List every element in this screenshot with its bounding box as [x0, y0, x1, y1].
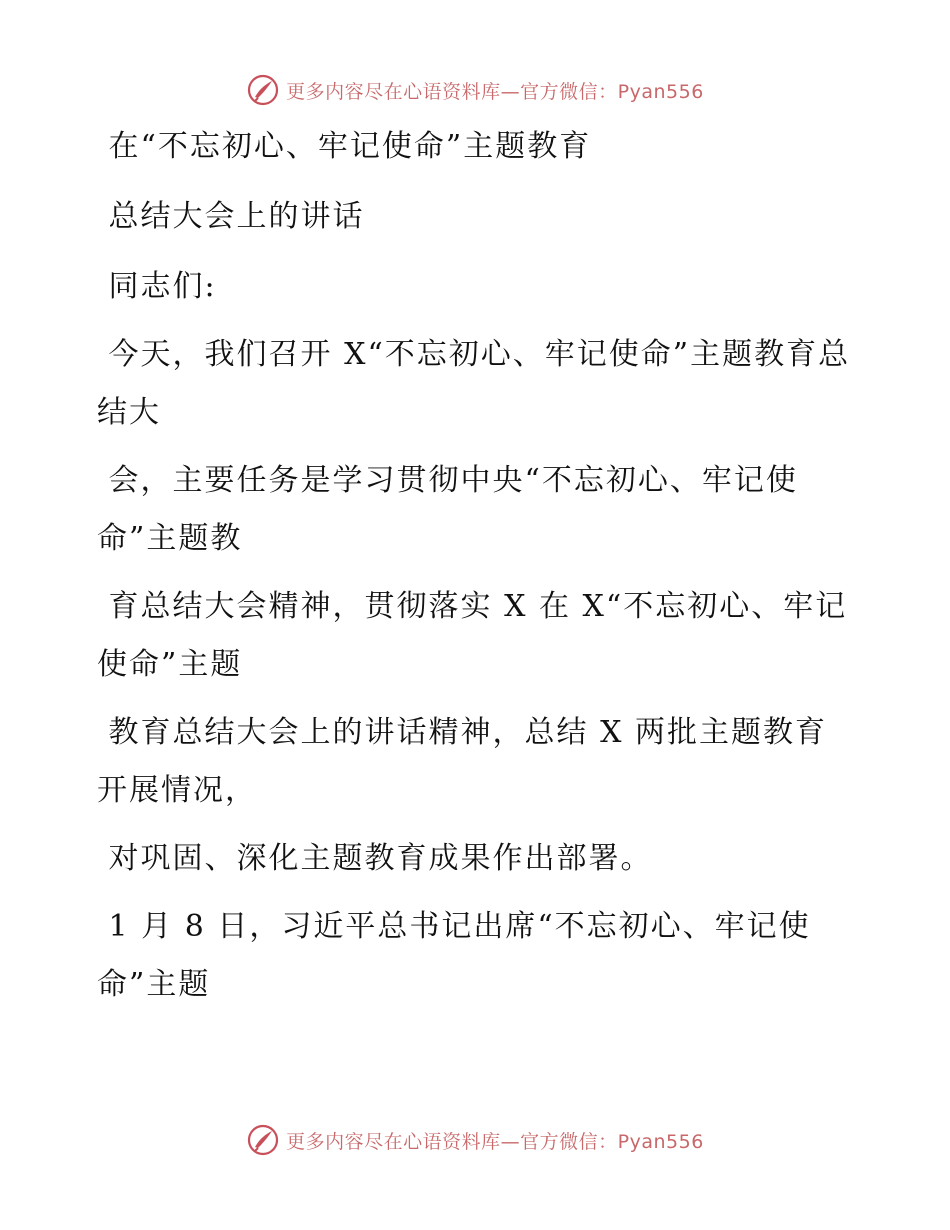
watermark-text: 更多内容尽在心语资料库—官方微信：Pyan556 — [286, 1130, 704, 1153]
salutation: 同志们: — [97, 269, 217, 304]
paragraph: 育总结大会精神，贯彻落实 X 在 X“不忘初心、牢记使命”主题 — [97, 589, 848, 682]
watermark-header — [0, 70, 950, 110]
quill-pen-logo-icon — [246, 73, 280, 107]
paragraph: 会，主要任务是学习贯彻中央“不忘初心、牢记使命”主题教 — [97, 463, 798, 556]
paragraph: 1 月 8 日，习近平总书记出席“不忘初心、牢记使命”主题 — [97, 909, 811, 1002]
document-body — [97, 118, 857, 1024]
paragraph: 教育总结大会上的讲话精神，总结 X 两批主题教育开展情况， — [97, 715, 827, 808]
watermark-footer — [0, 1120, 950, 1160]
watermark-text: 更多内容尽在心语资料库—官方微信：Pyan556 — [286, 80, 704, 103]
paragraph: 今天，我们召开 X“不忘初心、牢记使命”主题教育总结大 — [97, 337, 851, 430]
document-title-line-1: 在“不忘初心、牢记使命”主题教育 — [97, 129, 592, 164]
paragraph: 对巩固、深化主题教育成果作出部署。 — [97, 841, 653, 876]
document-title-line-2: 总结大会上的讲话 — [97, 199, 365, 234]
quill-pen-logo-icon — [246, 1123, 280, 1157]
